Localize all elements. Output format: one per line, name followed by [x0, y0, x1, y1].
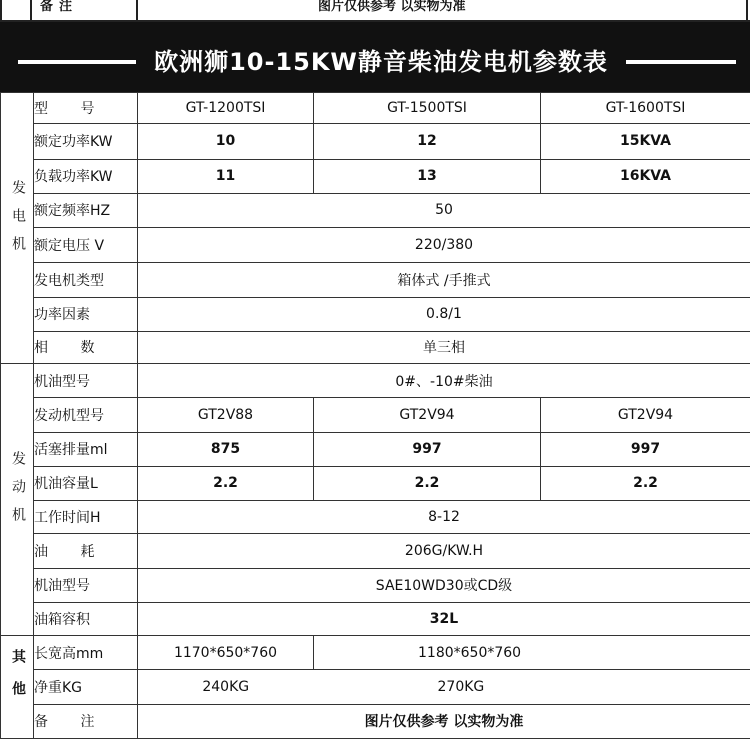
- table-row: [1, 534, 750, 568]
- displacement-3: 997: [541, 432, 750, 466]
- row-label-frequency: 额定频率HZ: [34, 193, 138, 227]
- weight-1: 240KG: [138, 670, 314, 704]
- table-row: [1, 297, 750, 331]
- table-row: [1, 331, 750, 363]
- load-power-1: 11: [138, 159, 314, 193]
- row-label-phase: 相 数: [34, 331, 138, 363]
- row-label-working-time: 工作时间H: [34, 501, 138, 534]
- group-other-label: 其他: [10, 648, 26, 713]
- oil-grade-value: 0#、-10#柴油: [138, 364, 750, 398]
- row-label-weight: 净重KG: [34, 670, 138, 704]
- table-row: [1, 93, 750, 124]
- oil-capacity-2: 2.2: [314, 466, 541, 500]
- load-power-3: 16KVA: [541, 159, 750, 193]
- table-row: [1, 193, 750, 227]
- row-label-oil-model: 机油型号: [34, 568, 138, 602]
- power-factor-value: 0.8/1: [138, 297, 750, 331]
- table-row: [1, 228, 750, 263]
- voltage-value: 220/380: [138, 228, 750, 263]
- row-label-rated-power: 额定功率KW: [34, 124, 138, 159]
- oil-capacity-1: 2.2: [138, 466, 314, 500]
- oil-model-value: SAE10WD30或CD级: [138, 568, 750, 602]
- row-label-oil-capacity: 机油容量L: [34, 466, 138, 500]
- engine-model-1: GT2V88: [138, 398, 314, 432]
- row-label-power-factor: 功率因素: [34, 297, 138, 331]
- row-label-displacement: 活塞排量ml: [34, 432, 138, 466]
- model-1200: GT-1200TSI: [138, 93, 314, 124]
- spec-table: [0, 92, 750, 739]
- displacement-1: 875: [138, 432, 314, 466]
- banner-title: 欧洲狮10-15KW静音柴油发电机参数表: [154, 48, 608, 76]
- dimensions-1: 1170*650*760: [138, 636, 314, 670]
- top-remark-label: 备注: [40, 0, 79, 14]
- row-label-voltage: 额定电压 V: [34, 228, 138, 263]
- banner-left-rule: [18, 60, 136, 64]
- model-1600: GT-1600TSI: [541, 93, 750, 124]
- weight-2: 270KG: [314, 670, 750, 704]
- table-row: [1, 124, 750, 159]
- table-row: [1, 568, 750, 602]
- row-label-load-power: 负载功率KW: [34, 159, 138, 193]
- row-label-dimensions: 长宽高mm: [34, 636, 138, 670]
- group-generator-label: 发电机: [10, 179, 26, 264]
- row-label-gen-type: 发电机类型: [34, 263, 138, 297]
- row-label-model: 型 号: [34, 93, 138, 124]
- group-engine-label: 发动机: [10, 451, 26, 535]
- frequency-value: 50: [138, 193, 750, 227]
- top-remark-value: 图片仅供参考 以实物为准: [318, 0, 466, 14]
- dimensions-2: 1180*650*760: [314, 636, 750, 670]
- displacement-2: 997: [314, 432, 541, 466]
- group-other: [1, 636, 34, 739]
- engine-model-3: GT2V94: [541, 398, 750, 432]
- row-label-engine-model: 发动机型号: [34, 398, 138, 432]
- table-row: [1, 704, 750, 739]
- rated-power-2: 12: [314, 124, 541, 159]
- row-label-oil-grade: 机油型号: [34, 364, 138, 398]
- rated-power-1: 10: [138, 124, 314, 159]
- table-row: [1, 263, 750, 297]
- group-generator: [1, 93, 34, 364]
- gen-type-value: 箱体式 /手推式: [138, 263, 750, 297]
- title-banner: [0, 22, 750, 92]
- consumption-value: 206G/KW.H: [138, 534, 750, 568]
- oil-capacity-3: 2.2: [541, 466, 750, 500]
- table-row: [1, 602, 750, 635]
- working-time-value: 8-12: [138, 501, 750, 534]
- rated-power-3: 15KVA: [541, 124, 750, 159]
- tank-value: 32L: [138, 602, 750, 635]
- table-row: [1, 398, 750, 432]
- engine-model-2: GT2V94: [314, 398, 541, 432]
- banner-right-rule: [626, 60, 736, 64]
- table-row: [1, 501, 750, 534]
- table-row: [1, 159, 750, 193]
- table-row: [1, 364, 750, 398]
- group-engine: [1, 364, 34, 636]
- remark-value: 图片仅供参考 以实物为准: [138, 704, 750, 739]
- load-power-2: 13: [314, 159, 541, 193]
- table-row: [1, 636, 750, 670]
- top-remark-row: [0, 0, 750, 22]
- table-row: [1, 670, 750, 704]
- phase-value: 单三相: [138, 331, 750, 363]
- model-1500: GT-1500TSI: [314, 93, 541, 124]
- table-row: [1, 432, 750, 466]
- row-label-tank: 油箱容积: [34, 602, 138, 635]
- table-row: [1, 466, 750, 500]
- row-label-consumption: 油 耗: [34, 534, 138, 568]
- row-label-remark: 备 注: [34, 704, 138, 739]
